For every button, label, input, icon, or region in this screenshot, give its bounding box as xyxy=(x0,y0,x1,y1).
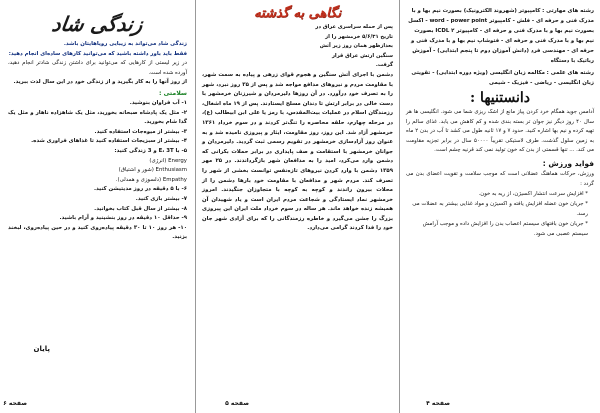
list-item: ۶- با ۵ دقیقه در روز مدیتیشن کنید. xyxy=(93,186,187,193)
exercise-list xyxy=(406,189,594,239)
intro-line: در زیر لیستی از کارهایی که می‌توانید برای داشتن زندگی شادتر انجام دهید، آورده شده است. xyxy=(8,60,187,76)
intro-note: پس از حمله سراسری عراق در تاریخ ۵/۶/۳۱ خرمشهر را از بعدازظهر همان روز زیر آتش سنگین ارتش عراق قرار گرفت. xyxy=(315,24,393,69)
did-you-know-title: دانستنیها : xyxy=(470,90,530,106)
list-item: ۴- بیشتر از سبزیجات استفاده کنید تا غذاهای فراوری شده. xyxy=(31,138,187,145)
section-heading: سلامتی : xyxy=(158,89,187,97)
science-text: مکالمه زبان انگلیسی (ویژه دوره ابتدایی) - تقویتی زبان انگلیسی - ریاضی - فیزیک - شیمی xyxy=(411,70,594,86)
intro-line: از روز آنها را به کار بگیرید و از زندگی خود در این سال لذت ببرید. xyxy=(13,79,187,86)
list-item: Energy (انرژی) xyxy=(149,157,187,164)
exercise-title-text: فواید ورزش : xyxy=(542,158,594,168)
list-item: * جریان خون بافتهای سیستم اعصاب بدن را افزایش داده و موجب آرامش سیستم عصبی می شود. xyxy=(422,221,588,238)
intro-row xyxy=(202,23,393,71)
skills-text: کامپیوتر (شهروند الکترونیک) بصورت نیم بها و با مدرک فنی و حرفه ای - فلش - کامپیوتر word - power point - اکسل بصورت نیم بها و با مدرک فنی و حرفه ای - کامپیوتر ۲ ICDL بصورت نیم بها و با مدرک فنی و حرفه ای - فتوشاپ نیم بها و با مدرک فنی و حرفه ای - مهندسی فرد (دانش آموزان دوم تا پنجم ابتدایی) - آموزش رباتیک با دستگاه xyxy=(408,8,594,64)
page-number: صفحه ۵ xyxy=(225,400,249,407)
page-column-left xyxy=(0,0,195,413)
list-item: ۱۰- هر روز ۱۰ تا ۳۰ دقیقه پیاده‌روی کنید و در حین پیاده‌روی، لبخند بزنید. xyxy=(8,224,187,241)
list-item: ۳- بیشتر از میوه‌جات استفاده کنید. xyxy=(94,128,187,135)
page-title xyxy=(8,12,187,36)
list-item: ۱- آب فراوان بنوشید. xyxy=(129,99,187,106)
ending-label: پایان xyxy=(33,345,50,353)
list-item: * افزایش سرعت انتشار اکسیژن، از ریه به خون. xyxy=(478,191,588,198)
science-title: رشته های علمی : xyxy=(546,70,594,76)
did-you-know-text: آدامس جوید همگام خرد کردن پیاز مانع از اشک ریزی شما می شود. انگلیسی ها هر سال ۴۰ روز دیگر نیز جوان تر بسته بندی شده و کم کاهش می یابد. غذای سالم را تهیه کرده و نیم بها اشاره کنید. حدود ۷ و ۱۷ ثانیه طول می کشد تا آب در بدن ۲ ماه به زمین سلول گذشت. طرف لاستیکی تقریباً ۵۰۰۰۰ سال در برابر تجزیه مقاومت می کند. ... تنها قسمتی از بدن که خون تولید نمی کند قرنیه چشم است. xyxy=(406,109,594,154)
exercise-intro: ورزش، حرکات هماهنگ عضلانی است که موجب سلامت و تقویت اعضای بدن می گردد : xyxy=(406,170,594,187)
page-number: صفحه ۶ xyxy=(3,400,27,407)
list-item: Enthusiasm (شور و اشتیاق) xyxy=(118,167,187,174)
list-item: ۲- مثل یک پادشاه صبحانه بخورید، مثل یک شاهزاده ناهار و مثل یک گدا شام بخورید. xyxy=(8,109,187,126)
page-title: نگاهی به گذشته xyxy=(254,6,341,21)
list-item: * جریان خون عضله افزایش یافته و اکسیژن و مواد غذایی بیشتر به عضلات می رسد. xyxy=(412,201,588,218)
article-body: دشمن با اجرای آتش سنگین و هجوم قوای زرهی و پیاده به سمت شهر، با مقاومت مردم و نیروهای مدافع مواجه شد و پس از ۳۵ روز نبرد، شهر را به تصرف خود درآورد. در آن روزها دلیرمردان و شیرزنان خرمشهر با دست خالی در برابر ارتش تا دندان مسلح ایستادند. پس از ۱۹ ماه اشغال، رزمندگان اسلام در عملیات بیت‌المقدس، با رمز یا علی ابن ابیطالب (ع)، در مرحله چهارم، حلقه محاصره را تنگ‌تر کردند و در سوم خرداد ۱۳۶۱ خرمشهر آزاد شد. این روز، روز مقاومت، ایثار و پیروزی نامیده شد و به عنوان روز آزادسازی خرمشهر در تقویم رسمی ثبت گردید. دلیرمردان و جوانان خرمشهر با استقامت و صف پایداری در برابر حملات بکرانی که دشمن وارد می‌کرد، امید را به مدافعان شهر بازگرداندند. در ۲۵ مهر ۱۳۵۹ دشمن با وارد کردن نیروهای تازه‌نفس توانست بخشی از شهر را تصرف کند. مردم شهر و مدافعان با مقاومت خود بارها دشمن را از محلات بیرون راندند و کوچه به کوچه با متجاوزان جنگیدند. امروز خرمشهر نماد ایستادگی و شجاعت مردم ایران است و یاد شهیدان آن همیشه زنده خواهد ماند. هر ساله در سوم خرداد ملت ایران این پیروزی بزرگ را جشن می‌گیرد و خاطره رزمندگانی را که برای آزادی شهر جان خود را فدا کردند گرامی می‌دارد. xyxy=(202,71,394,232)
list-item: ۹- حداقل ۱۰ دقیقه در روز بنشینید و آرام باشید. xyxy=(59,215,187,222)
page-number: صفحه ۴ xyxy=(426,400,450,407)
title-text: زندگی شاد xyxy=(50,12,145,36)
intro-line: زندگی شاد می‌تواند به زیبایی رویاهایتان باشد. xyxy=(63,41,187,47)
decoration-space xyxy=(202,23,311,71)
exercise-title xyxy=(406,159,594,168)
list-item: ۸- بیشتر از سال قبل کتاب بخوانید. xyxy=(94,205,187,212)
list-item: ۷- بیشتر بازی کنید. xyxy=(135,195,187,202)
skills-title: رشته های مهارتی : xyxy=(542,8,594,14)
science-section xyxy=(406,68,594,88)
list-item: Empathy (دلسوزی و همدلی). xyxy=(115,176,187,183)
intro-line: فقط باید باور داشته باشید که می‌توانید کارهای ساده‌ای انجام دهید: xyxy=(8,50,187,57)
page-column-middle xyxy=(195,0,400,413)
skills-section xyxy=(406,6,594,66)
page-column-right xyxy=(400,0,600,413)
list-item: ۵- با E، 3T و 3 زندگی کنید: xyxy=(114,147,187,154)
